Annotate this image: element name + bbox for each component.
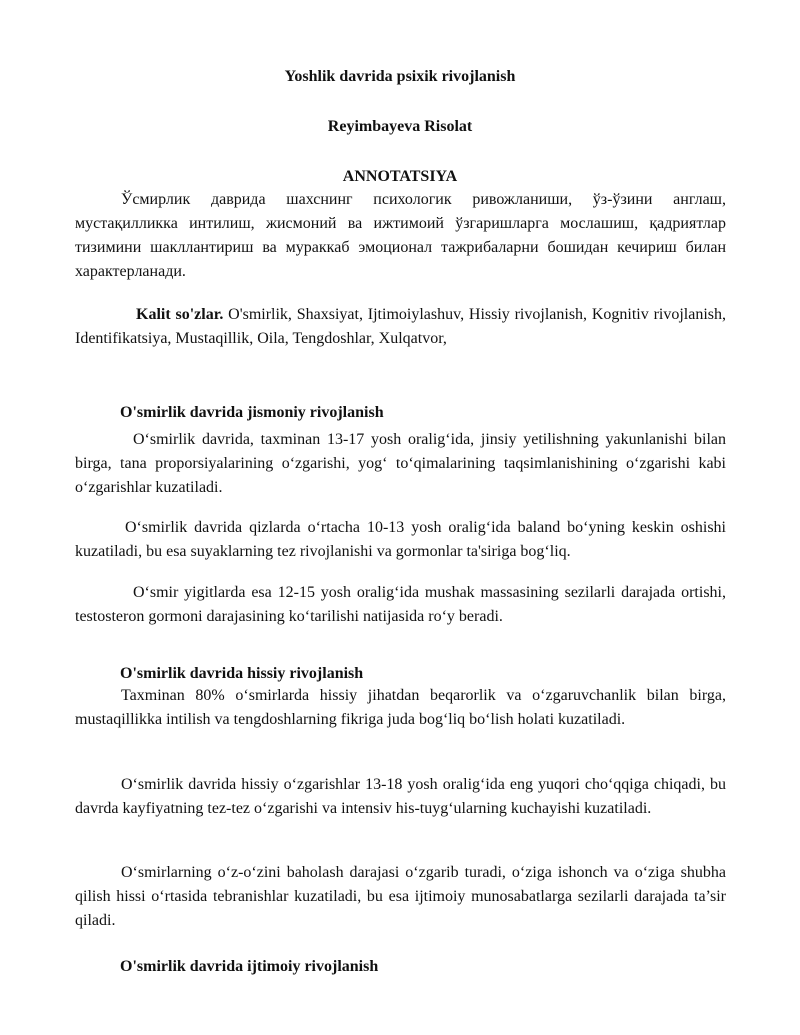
- section-heading-emotional: O'smirlik davrida hissiy rivojlanish: [120, 665, 364, 682]
- section-heading-social: O'smirlik davrida ijtimoiy rivojlanish: [120, 958, 379, 975]
- keywords-paragraph: [75, 303, 726, 351]
- section-paragraph: [75, 581, 726, 629]
- annotation-paragraph: [75, 188, 726, 284]
- section-text: O‘smirlik davrida, taxminan 13-17 yosh oralig‘ida, jinsiy yetilishning yakunlanishi bilan birga, tana proporsiyalarining o‘zgarishi, yog‘ to‘qimalarining taqsimlanishining o‘zgarishi kabi o‘zgarishlar kuzatiladi.: [75, 431, 726, 496]
- section-text: O‘smirlik davrida qizlarda o‘rtacha 10-13 yosh oralig‘ida baland bo‘yning keskin oshishi kuzatiladi, bu esa suyaklarning tez rivojlanishi va gormonlar ta'siriga bog‘liq.: [75, 519, 726, 560]
- section-paragraph: [75, 516, 726, 564]
- section-paragraph: [75, 428, 726, 500]
- section-paragraph: [75, 773, 726, 821]
- author-name: Reyimbayeva Risolat: [327, 118, 473, 135]
- section-paragraph: [75, 684, 726, 732]
- keywords-text: O'smirlik, Shaxsiyat, Ijtimoiylashuv, Hissiy rivojlanish, Kognitiv rivojlanish, Identifikatsiya, Mustaqillik, Oila, Tengdoshlar, Xulqatvor,: [75, 306, 727, 347]
- section-heading-physical: O'smirlik davrida jismoniy rivojlanish: [120, 404, 384, 421]
- section-paragraph: [75, 861, 726, 933]
- annotation-heading: ANNOTATSIYA: [342, 168, 458, 185]
- document-title: Yoshlik davrida psixik rivojlanish: [284, 68, 516, 85]
- section-text: O‘smirlarning o‘z-o‘zini baholash darajasi o‘zgarib turadi, o‘ziga ishonch va o‘ziga shubha qilish hissi o‘rtasida tebranishlar kuzatiladi, bu esa ijtimoiy munosabatlarga sezilarli darajada ta’sir qiladi.: [75, 864, 726, 929]
- section-text: Taxminan 80% o‘smirlarda hissiy jihatdan beqarorlik va o‘zgaruvchanlik bilan birga, mustaqillikka intilish va tengdoshlarning fikriga juda bog‘liq bo‘lish holati kuzatiladi.: [75, 687, 726, 728]
- keywords-label: Kalit so'zlar.: [136, 306, 224, 323]
- annotation-text: Ўсмирлик даврида шахснинг психологик ривожланиши, ўз-ўзини англаш, мустақилликка интилиш, жисмоний ва ижтимоий ўзгаришларга мослашиш, қадриятлар тизимини шакллантириш ва мураккаб эмоционал тажрибаларни бошидан кечириш билан характерланади.: [75, 191, 726, 280]
- section-text: O‘smir yigitlarda esa 12-15 yosh oralig‘ida mushak massasining sezilarli darajada ortishi, testosteron gormoni darajasining ko‘tarilishi natijasida ro‘y beradi.: [75, 584, 726, 625]
- section-text: O‘smirlik davrida hissiy o‘zgarishlar 13-18 yosh oralig‘ida eng yuqori cho‘qqiga chiqadi, bu davrda kayfiyatning tez-tez o‘zgarishi va intensiv his-tuyg‘ularning kuchayishi kuzatiladi.: [75, 776, 726, 817]
